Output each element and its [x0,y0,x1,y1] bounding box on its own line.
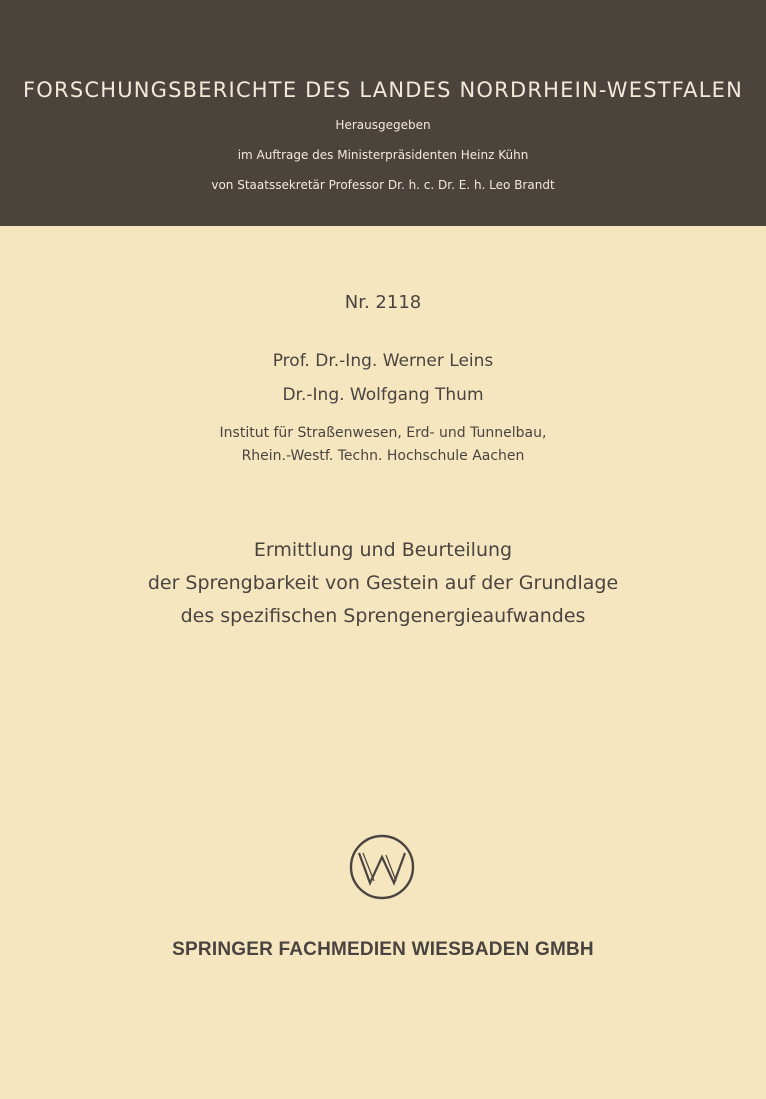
publisher-name: SPRINGER FACHMEDIEN WIESBADEN GMBH [172,939,594,960]
editor-line-3: von Staatssekretär Professor Dr. h. c. Dr. E. h. Leo Brandt [211,178,555,192]
institution-line-1: Institut für Straßenwesen, Erd- und Tunnelbau, [219,425,547,441]
editor-line-1: Herausgegeben [335,118,431,132]
springer-w-logo-icon [348,833,416,901]
author-2: Dr.-Ing. Wolfgang Thum [282,385,484,405]
author-1: Prof. Dr.-Ing. Werner Leins [272,351,494,371]
editor-line-2: im Auftrage des Ministerpräsidenten Heinz Kühn [237,148,529,162]
header-band [0,0,766,226]
title-line-1: Ermittlung und Beurteilung [253,539,513,561]
series-title: FORSCHUNGSBERICHTE DES LANDES NORDRHEIN-WESTFALEN [23,78,743,102]
report-number: Nr. 2118 [344,292,422,313]
title-line-2: der Sprengbarkeit von Gestein auf der Grundlage [147,572,619,594]
title-line-3: des spezifischen Sprengenergieaufwandes [180,605,586,627]
institution-line-2: Rhein.-Westf. Techn. Hochschule Aachen [241,448,525,464]
